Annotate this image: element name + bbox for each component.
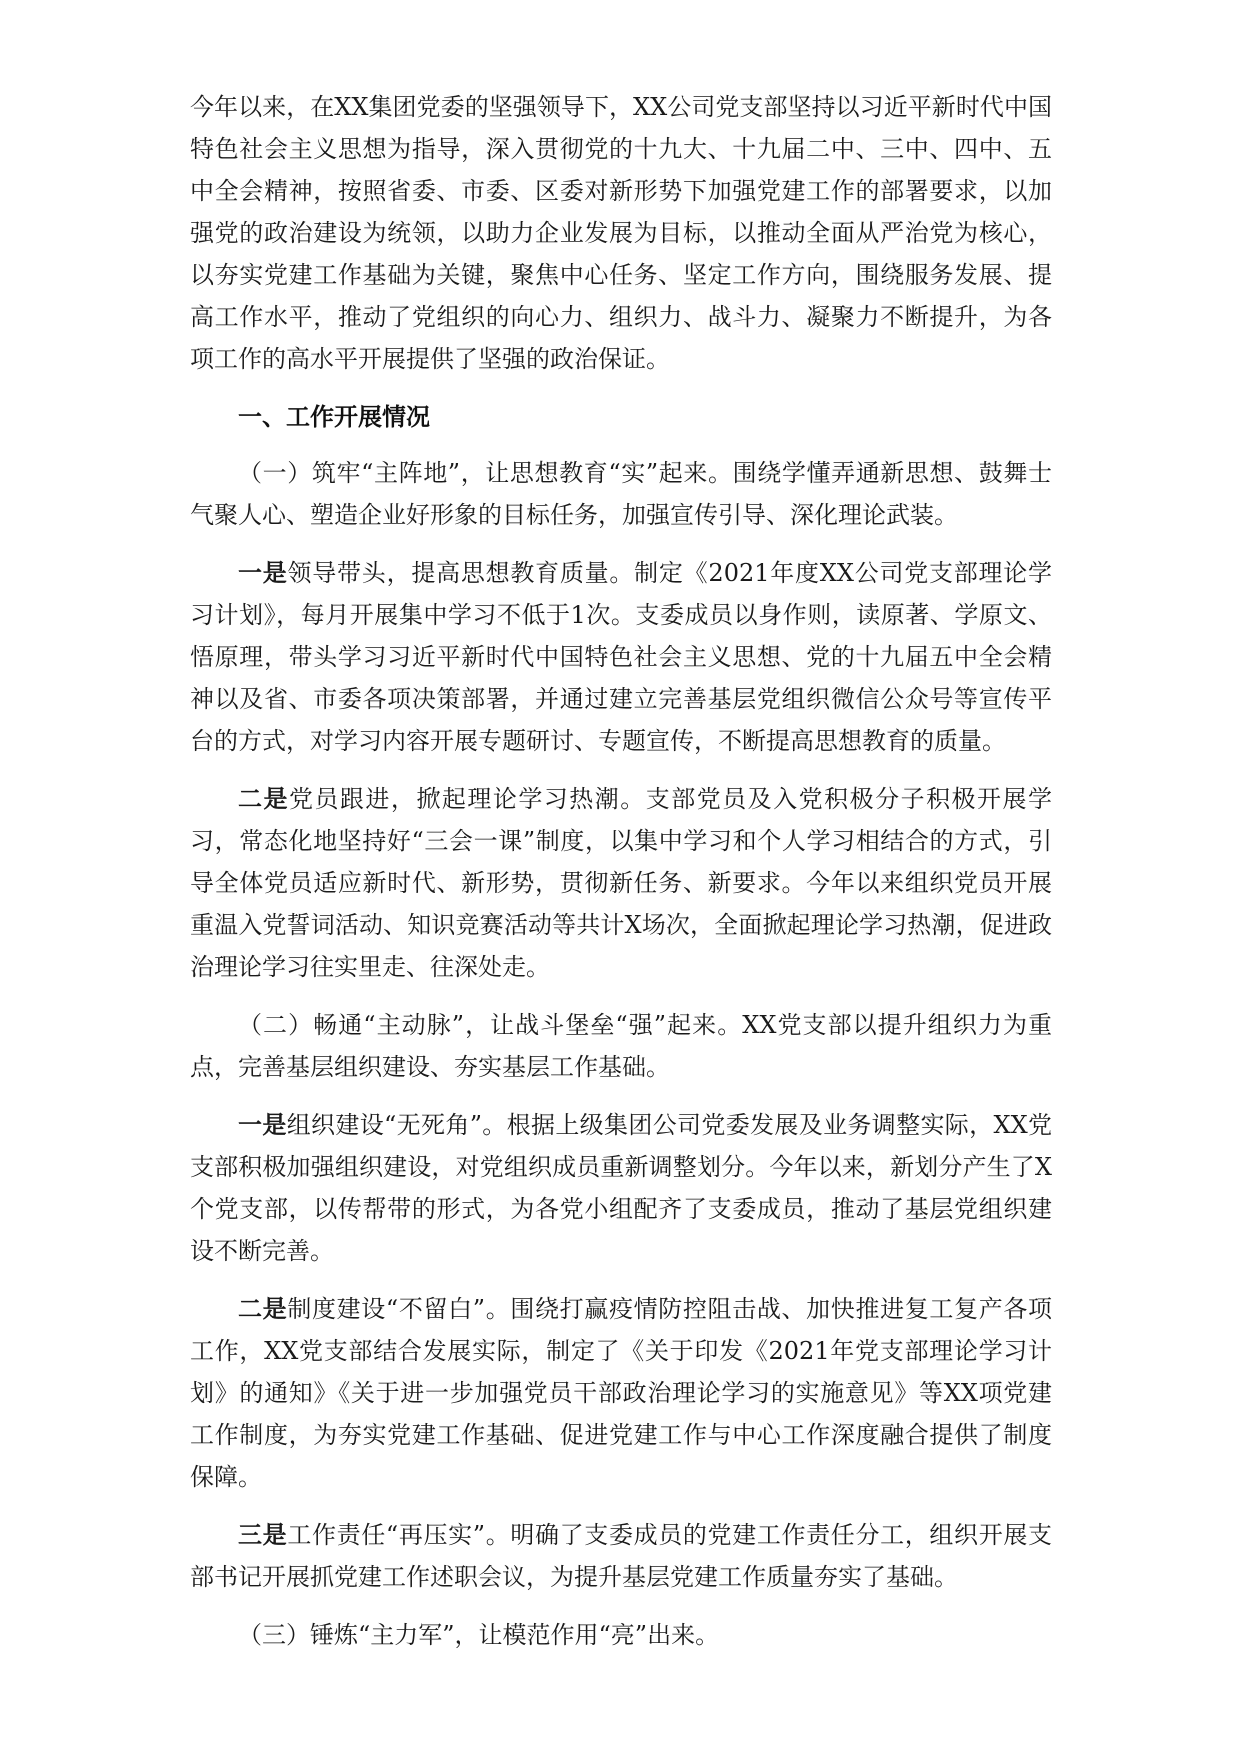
section-heading: 一、工作开展情况 (238, 403, 430, 431)
subsection-2-item-2 (190, 1288, 1052, 1498)
intro-paragraph: 今年以来，在XX集团党委的坚强领导下，XX公司党支部坚持以习近平新时代中国特色社会主义思想为指导，深入贯彻党的十九大、十九届二中、三中、四中、五中全会精神，按照省委、市委、区委对新形势下加强党建工作的部署要求，以加强党的政治建设为统领，以助力企业发展为目标，以推动全面从严治党为核心，以夯实党建工作基础为关键，聚焦中心任务、坚定工作方向，围绕服务发展、提高工作水平，推动了党组织的向心力、组织力、战斗力、凝聚力不断提升，为各项工作的高水平开展提供了坚强的政治保证。 (190, 93, 1052, 373)
subsection-2-paragraph: （二）畅通“主动脉”，让战斗堡垒“强”起来。XX党支部以提升组织力为重点，完善基层组织建设、夯实基层工作基础。 (190, 1011, 1052, 1081)
item-text: 工作责任“再压实”。明确了支委成员的党建工作责任分工，组织开展支部书记开展抓党建工作述职会议，为提升基层党建工作质量夯实了基础。 (190, 1521, 1053, 1591)
item-text: 党员跟进，掀起理论学习热潮。支部党员及入党积极分子积极开展学习，常态化地坚持好“三会一课”制度，以集中学习和个人学习相结合的方式，引导全体党员适应新时代、新形势，贯彻新任务、新要求。今年以来组织党员开展重温入党誓词活动、知识竞赛活动等共计X场次，全面掀起理论学习热潮，促进政治理论学习往实里走、往深处走。 (190, 785, 1052, 981)
subsection-1-item-2 (190, 778, 1052, 988)
subsection-1-item-1 (190, 552, 1052, 762)
subsection-2-item-3 (190, 1514, 1052, 1598)
item-text: 组织建设“无死角”。根据上级集团公司党委发展及业务调整实际，XX党支部积极加强组织建设，对党组织成员重新调整划分。今年以来，新划分产生了X个党支部，以传帮带的形式，为各党小组配齐了支委成员，推动了基层党组织建设不断完善。 (190, 1111, 1052, 1265)
subsection-2-item-1 (190, 1104, 1052, 1272)
item-lead: 一是 (238, 559, 288, 587)
item-lead: 二是 (238, 1295, 288, 1323)
subsection-1-paragraph: （一）筑牢“主阵地”，让思想教育“实”起来。围绕学懂弄通新思想、鼓舞士气聚人心、塑造企业好形象的目标任务，加强宣传引导、深化理论武装。 (190, 459, 1052, 529)
document-body (190, 86, 1052, 1672)
subsection-3-paragraph: （三）锤炼“主力军”，让模范作用“亮”出来。 (238, 1621, 720, 1649)
item-lead: 二是 (238, 785, 289, 813)
item-lead: 一是 (238, 1111, 287, 1139)
item-text: 制度建设“不留白”。围绕打赢疫情防控阻击战、加快推进复工复产各项工作，XX党支部结合发展实际，制定了《关于印发《2021年党支部理论学习计划》的通知》《关于进一步加强党员干部政治理论学习的实施意见》等XX项党建工作制度，为夯实党建工作基础、促进党建工作与中心工作深度融合提供了制度保障。 (190, 1295, 1053, 1491)
item-text: 领导带头，提高思想教育质量。制定《2021年度XX公司党支部理论学习计划》，每月开展集中学习不低于1次。支委成员以身作则，读原著、学原文、悟原理，带头学习习近平新时代中国特色社会主义思想、党的十九届五中全会精神以及省、市委各项决策部署，并通过建立完善基层党组织微信公众号等宣传平台的方式，对学习内容开展专题研讨、专题宣传，不断提高思想教育的质量。 (190, 559, 1053, 755)
item-lead: 三是 (238, 1521, 288, 1549)
